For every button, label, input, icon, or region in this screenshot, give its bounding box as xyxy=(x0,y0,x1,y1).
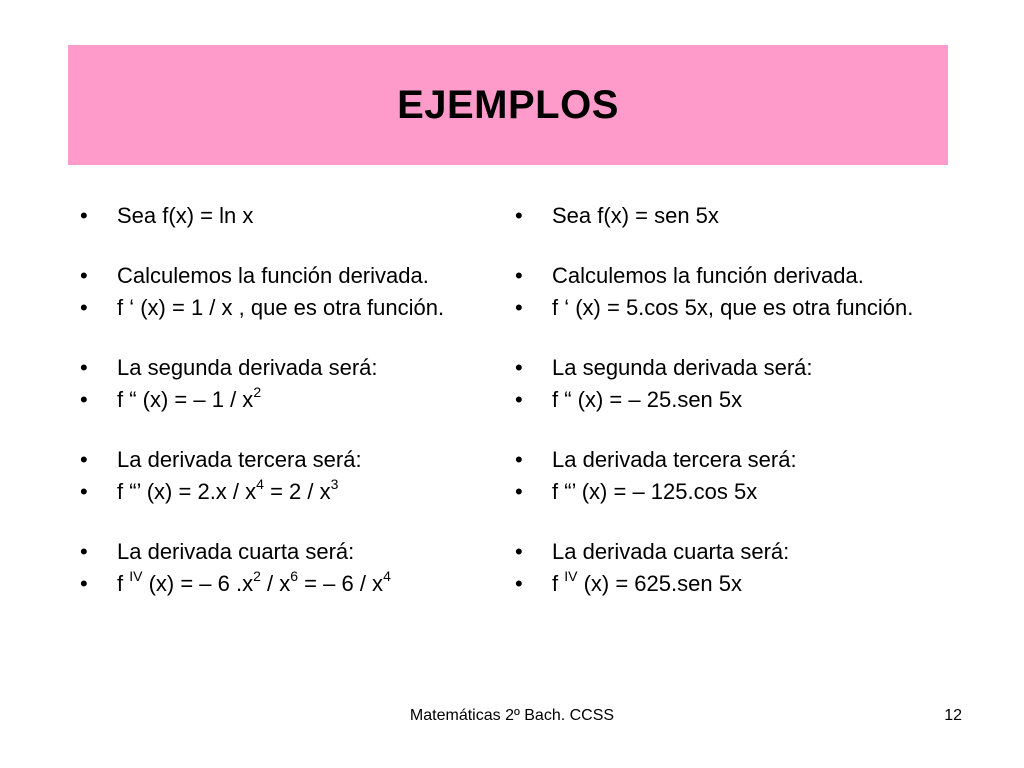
left-bullet-third-label xyxy=(80,447,512,473)
right-fourth-formula-a: f xyxy=(552,571,565,596)
left-fourth-formula-d: = – 6 / x xyxy=(298,571,384,596)
slide-title: EJEMPLOS xyxy=(397,82,619,127)
right-second-formula: f “ (x) = – 25.sen 5x xyxy=(552,387,743,412)
right-second-label-text: La segunda derivada será: xyxy=(552,355,813,380)
left-fourth-exponent-b: 6 xyxy=(290,567,299,584)
left-bullet-fourth-label xyxy=(80,539,512,565)
left-fourth-exponent-a: 2 xyxy=(253,567,261,584)
left-column xyxy=(80,197,512,597)
right-fourth-order-mark: IV xyxy=(564,567,578,584)
title-bar xyxy=(68,45,948,165)
right-bullet-third-label xyxy=(515,447,935,473)
footer-page-number: 12 xyxy=(944,707,962,724)
right-bullet-fourth-derivative xyxy=(515,567,935,597)
left-bullet-fourth-derivative xyxy=(80,567,512,597)
left-calc-text: Calculemos la función derivada. xyxy=(117,263,429,288)
left-first-derivative-text: f ‘ (x) = 1 / x , que es otra función. xyxy=(117,295,445,320)
left-bullet-second-derivative xyxy=(80,383,512,413)
left-fourth-exponent-c: 4 xyxy=(383,567,391,584)
left-second-label-text: La segunda derivada será: xyxy=(117,355,378,380)
right-first-derivative-text: f ‘ (x) = 5.cos 5x, que es otra función. xyxy=(552,295,914,320)
left-fourth-formula-b: (x) = – 6 .x xyxy=(142,571,254,596)
right-column xyxy=(515,197,935,597)
left-second-formula: f “ (x) = – 1 / x xyxy=(117,387,254,412)
left-fourth-label-text: La derivada cuarta será: xyxy=(117,539,355,564)
left-sea-text: Sea f(x) = ln x xyxy=(117,203,254,228)
right-third-label-text: La derivada tercera será: xyxy=(552,447,797,472)
left-fourth-formula-c: / x xyxy=(260,571,291,596)
left-bullet-calc xyxy=(80,263,512,289)
right-sea-text: Sea f(x) = sen 5x xyxy=(552,203,719,228)
left-third-exponent-b: 3 xyxy=(330,475,339,492)
footer-course: Matemáticas 2º Bach. CCSS xyxy=(409,707,615,724)
left-bullet-first-derivative xyxy=(80,295,512,321)
left-bullet-third-derivative xyxy=(80,475,512,505)
left-bullet-second-label xyxy=(80,355,512,381)
left-third-label-text: La derivada tercera será: xyxy=(117,447,362,472)
right-third-formula: f “’ (x) = – 125.cos 5x xyxy=(552,479,758,504)
left-third-formula-a: f “’ (x) = 2.x / x xyxy=(117,479,257,504)
right-calc-text: Calculemos la función derivada. xyxy=(552,263,864,288)
left-third-formula-b: = 2 / x xyxy=(263,479,331,504)
right-fourth-formula-b: (x) = 625.sen 5x xyxy=(577,571,742,596)
left-second-exponent: 2 xyxy=(253,383,262,400)
right-bullet-first-derivative xyxy=(515,295,935,321)
left-bullet-sea xyxy=(80,203,512,229)
left-fourth-formula-a: f xyxy=(117,571,130,596)
right-bullet-third-derivative xyxy=(515,479,935,505)
left-fourth-order-mark: IV xyxy=(129,567,143,584)
right-bullet-fourth-label xyxy=(515,539,935,565)
left-third-exponent-a: 4 xyxy=(256,475,264,492)
right-bullet-calc xyxy=(515,263,935,289)
right-bullet-second-label xyxy=(515,355,935,381)
right-bullet-sea xyxy=(515,203,935,229)
right-fourth-label-text: La derivada cuarta será: xyxy=(552,539,790,564)
right-bullet-second-derivative xyxy=(515,387,935,413)
